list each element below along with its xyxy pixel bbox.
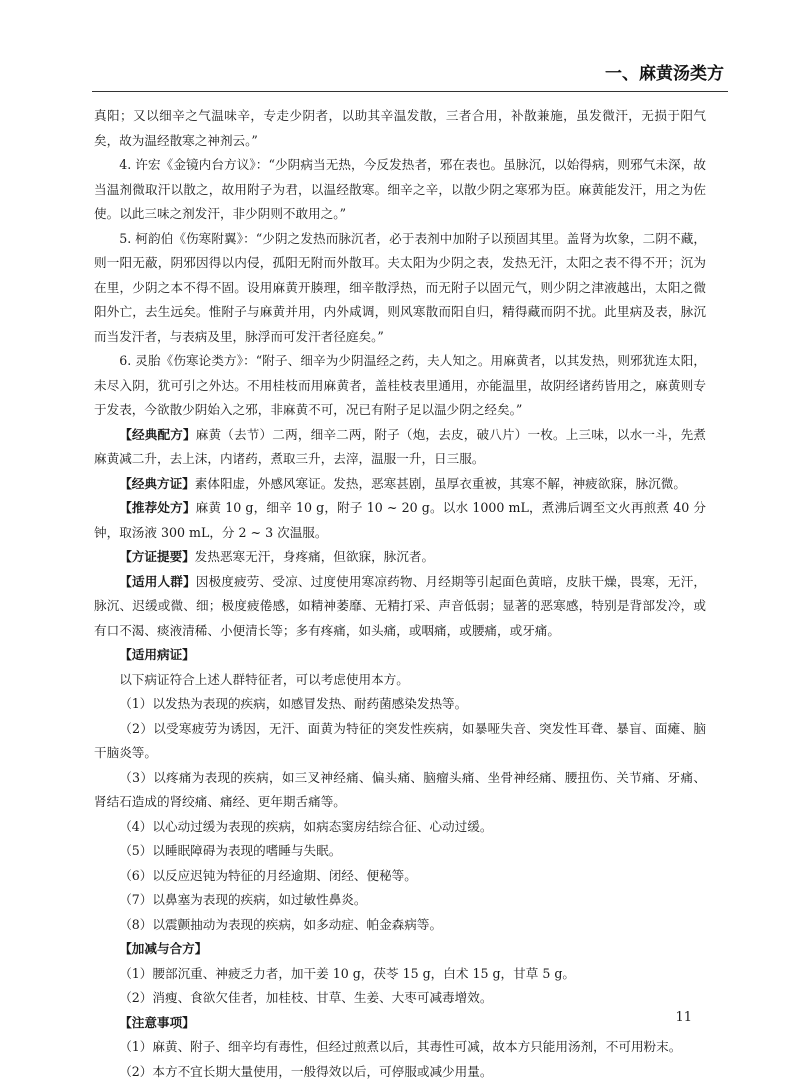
- page-number: 11: [675, 1010, 692, 1025]
- list-item: （8）以震颤抽动为表现的疾病，如多动症、帕金森病等。: [94, 913, 706, 938]
- modifications-tag: 【加减与合方】: [119, 941, 207, 956]
- classic-formula-section: [94, 423, 706, 472]
- continued-paragraph: 真阳；又以细辛之气温味辛，专走少阴者，以助其辛温发散，三者合用，补散兼施，虽发微汗，无损于阳气矣，故为温经散寒之神剂云。”: [94, 104, 706, 153]
- recommended-prescription-tag: 【推荐处方】: [119, 500, 195, 515]
- list-item: （1）麻黄、附子、细辛均有毒性，但经过煎煮以后，其毒性可减，故本方只能用汤剂，不可用粉末。: [94, 1035, 706, 1060]
- list-item: （5）以睡眠障碍为表现的嗜睡与失眠。: [94, 839, 706, 864]
- quote-paragraph-xu-hong: 4. 许宏《金镜内台方议》：“少阴病当无热，今反发热者，邪在表也。虽脉沉，以始得病，则邪气未深，故当温剂微取汗以散之，故用附子为君，以温经散寒。细辛之辛，以散少阴之寒邪为臣。麻黄能发汗，用之为佐使。以此三味之剂发汗，非少阴则不敢用之。”: [94, 153, 706, 227]
- recommended-prescription-section: [94, 496, 706, 545]
- classic-syndrome-section: [94, 472, 706, 497]
- list-item: （6）以反应迟钝为特征的月经逾期、闭经、便秘等。: [94, 864, 706, 889]
- list-item: （2）以受寒疲劳为诱因，无汗、面黄为特征的突发性疾病，如暴哑失音、突发性耳聋、暴盲、面瘫、脑干脑炎等。: [94, 717, 706, 766]
- classic-formula-tag: 【经典配方】: [119, 427, 196, 442]
- key-point-section: [94, 545, 706, 570]
- modifications-list: [94, 962, 706, 1011]
- diseases-list: [94, 692, 706, 937]
- population-text: 因极度疲劳、受凉、过度使用寒凉药物、月经期等引起面色黄暗，皮肤干燥，畏寒，无汗，脉沉、迟缓或微、细；极度疲倦感，如精神萎靡、无精打采、声音低弱；显著的恶寒感，特别是背部发冷，或有口不渴、痰液清稀、小便清长等；多有疼痛，如头痛，或咽痛，或腰痛，或牙痛。: [94, 574, 706, 638]
- list-item: （2）本方不宜长期大量使用，一般得效以后，可停服或减少用量。: [94, 1060, 706, 1084]
- list-item: （4）以心动过缓为表现的疾病，如病态窦房结综合征、心动过缓。: [94, 815, 706, 840]
- modifications-heading: [94, 937, 706, 962]
- quote-paragraph-ke-yunbo: 5. 柯韵伯《伤寒附翼》：“少阴之发热而脉沉者，必于表剂中加附子以预固其里。盖肾为坎象，二阴不藏，则一阳无蔽，阴邪因得以内侵，孤阳无附而外散耳。夫太阳为少阴之表，发热无汗，太阳之表不得不开；沉为在里，少阴之本不得不固。设用麻黄开腠理，细辛散浮热，而无附子以固元气，则少阴之津液越出，太阳之微阳外亡，去生远矣。惟附子与麻黄并用，内外咸调，则风寒散而阳自归，精得藏而阴不扰。此里病及表，脉沉而当发汗者，与表病及里，脉浮而可发汗者径庭矣。”: [94, 227, 706, 350]
- diseases-heading: [94, 643, 706, 668]
- list-item: （1）以发热为表现的疾病，如感冒发热、耐药菌感染发热等。: [94, 692, 706, 717]
- cautions-tag: 【注意事项】: [119, 1015, 195, 1030]
- list-item: （3）以疼痛为表现的疾病，如三叉神经痛、偏头痛、脑瘤头痛、坐骨神经痛、腰扭伤、关节痛、牙痛、肾结石造成的肾绞痛、痛经、更年期舌痛等。: [94, 766, 706, 815]
- header-divider: [92, 91, 728, 92]
- key-point-text: 发热恶寒无汗，身疼痛，但欲寐，脉沉者。: [195, 549, 434, 564]
- recommended-prescription-text: 麻黄 10 g，细辛 10 g，附子 10 ~ 20 g。以水 1000 mL，煮沸后调至文火再煎煮 40 分钟，取汤液 300 mL，分 2 ~ 3 次温服。: [94, 500, 706, 540]
- section-header-title: 一、麻黄汤类方: [605, 59, 724, 84]
- quote-paragraph-ling-tai: 6. 灵胎《伤寒论类方》：“附子、细辛为少阴温经之药，夫人知之。用麻黄者，以其发热，则邪犹连太阳，未尽入阴，犹可引之外达。不用桂枝而用麻黄者，盖桂枝表里通用，亦能温里，故阴经诸药皆用之，麻黄则专于发表，今欲散少阴始入之邪，非麻黄不可，况已有附子足以温少阴之经矣。”: [94, 349, 706, 423]
- cautions-heading: [94, 1011, 706, 1036]
- diseases-intro: 以下病证符合上述人群特征者，可以考虑使用本方。: [94, 668, 706, 693]
- list-item: （2）消瘦、食欲欠佳者，加桂枝、甘草、生姜、大枣可减毒增效。: [94, 986, 706, 1011]
- classic-formula-text: 麻黄（去节）二两，细辛二两，附子（炮，去皮，破八片）一枚。上三味，以水一斗，先煮麻黄减二升，去上沫，内诸药，煮取三升，去滓，温服一升，日三服。: [94, 427, 706, 467]
- key-point-tag: 【方证提要】: [119, 549, 195, 564]
- population-tag: 【适用人群】: [119, 574, 196, 589]
- page-body: [94, 104, 706, 1084]
- population-section: [94, 570, 706, 644]
- classic-syndrome-tag: 【经典方证】: [119, 476, 195, 491]
- classic-syndrome-text: 素体阳虚，外感风寒证。发热，恶寒甚剧，虽厚衣重被，其寒不解，神疲欲寐，脉沉微。: [195, 476, 686, 491]
- list-item: （1）腰部沉重、神疲乏力者，加干姜 10 g，茯苓 15 g，白术 15 g，甘草 5 g。: [94, 962, 706, 987]
- diseases-tag: 【适用病证】: [119, 647, 195, 662]
- list-item: （7）以鼻塞为表现的疾病，如过敏性鼻炎。: [94, 888, 706, 913]
- cautions-list: [94, 1035, 706, 1084]
